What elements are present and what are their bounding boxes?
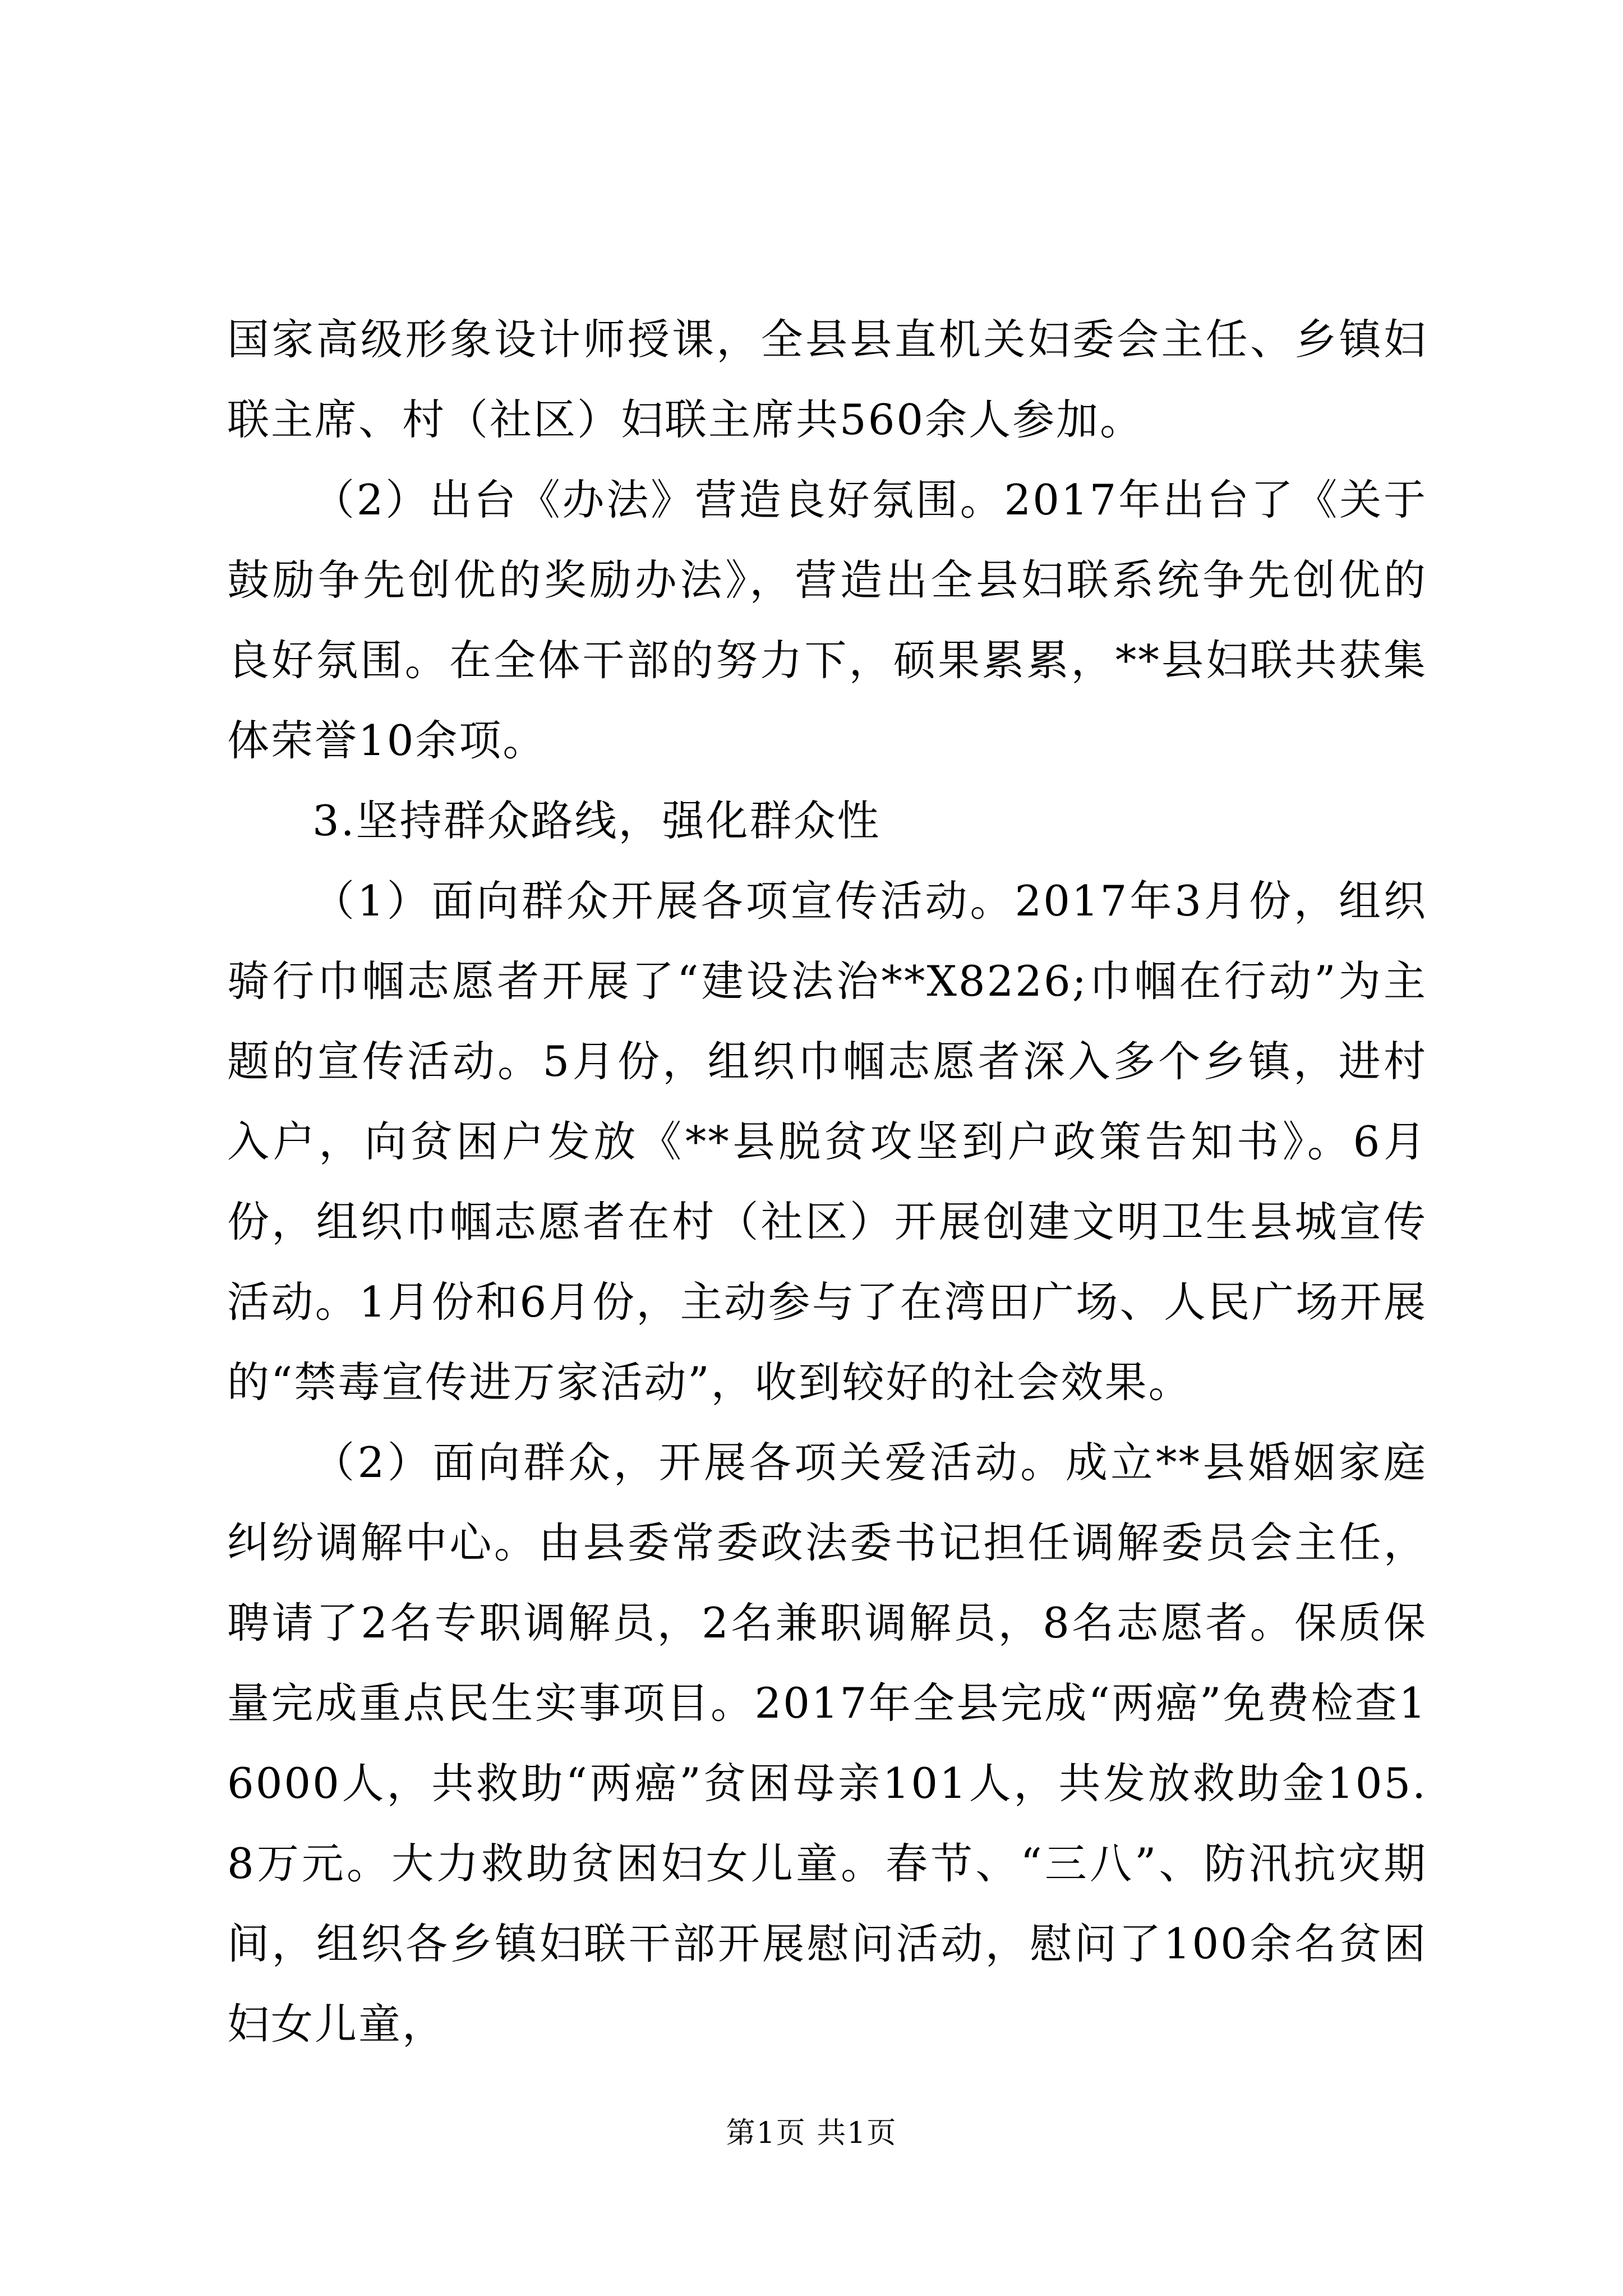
section-heading-3: 3.坚持群众路线，强化群众性 [312,796,881,845]
paragraph-4: （1）面向群众开展各项宣传活动。2017年3月份，组织骑行巾帼志愿者开展了“建设法治**X8226;巾帼在行动”为主题的宣传活动。5月份，组织巾帼志愿者深入多个乡镇，进村入户，向贫困户发放《**县脱贫攻坚到户政策告知书》。6月份，组织巾帼志愿者在村（社区）开展创建文明卫生县城宣传活动。1月份和6月份，主动参与了在湾田广场、人民广场开展的“禁毒宣传进万家活动”，收到较好的社会效果。 [227,876,1427,1407]
paragraph-2: （2）出台《办法》营造良好氛围。2017年出台了《关于鼓励争先创优的奖励办法》，营造出全县妇联系统争先创优的良好氛围。在全体干部的努力下，硕果累累，**县妇联共获集体荣誉10余项。 [227,475,1427,765]
paragraph-5: （2）面向群众，开展各项关爱活动。成立**县婚姻家庭纠纷调解中心。由县委常委政法委书记担任调解委员会主任，聘请了2名专职调解员，2名兼职调解员，8名志愿者。保质保量完成重点民生实事项目。2017年全县完成“两癌”免费检查16000人，共救助“两癌”贫困母亲101人，共发放救助金105.8万元。大力救助贫困妇女儿童。春节、“三八”、防汛抗灾期间，组织各乡镇妇联干部开展慰问活动，慰问了100余名贫困妇女儿童， [227,1438,1427,2049]
paragraph-1: 国家高级形象设计师授课，全县县直机关妇委会主任、乡镇妇联主席、村（社区）妇联主席共560余人参加。 [227,315,1427,444]
document-body [227,300,1427,2064]
page-footer: 第1页 共1页 [726,2116,897,2150]
